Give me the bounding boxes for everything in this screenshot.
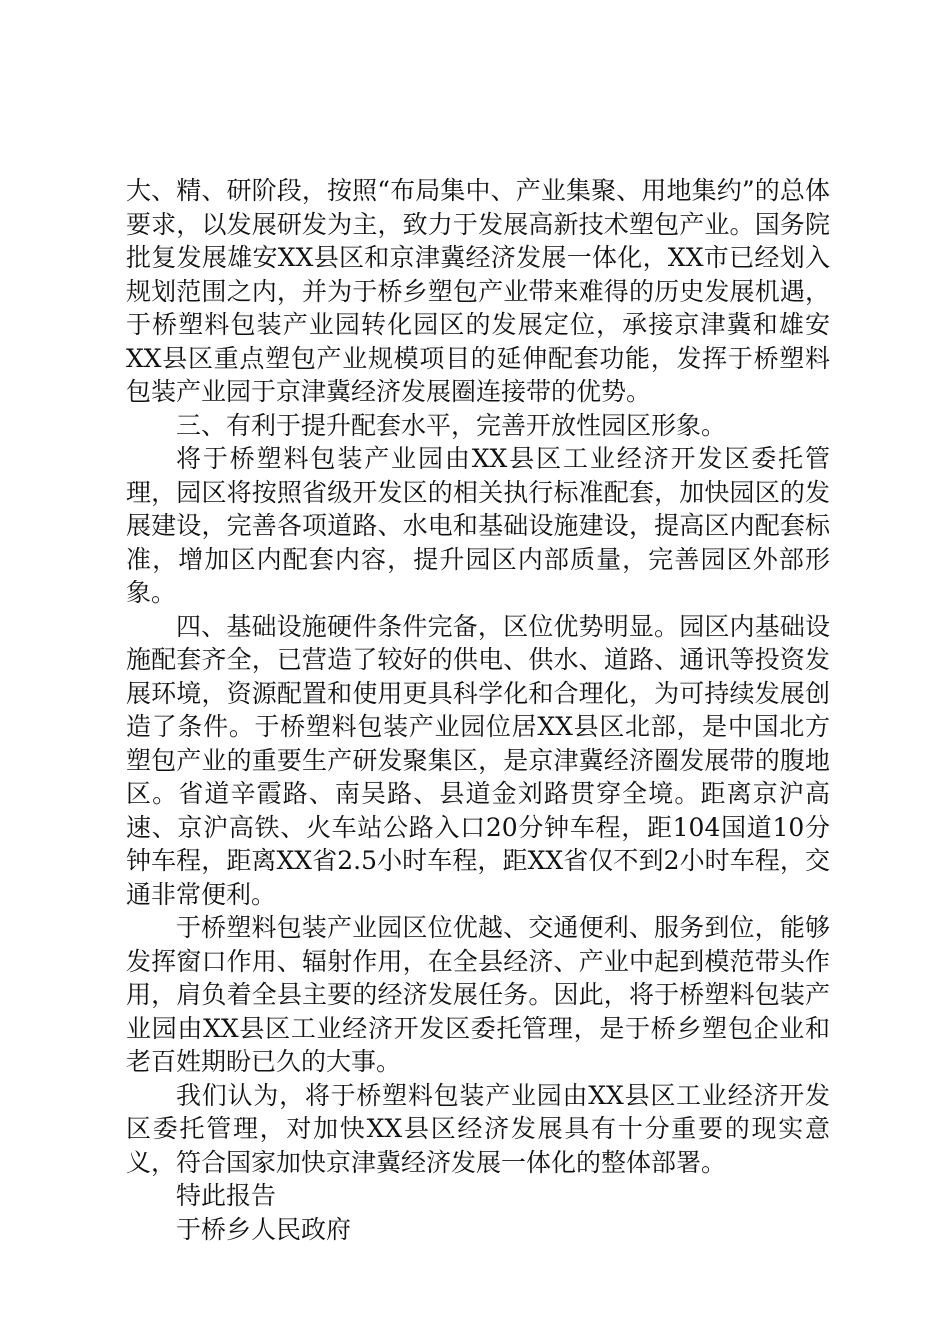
paragraph-heading-three: 三、有利于提升配套水平，完善开放性园区形象。: [176, 410, 727, 440]
paragraph-management: 将于桥塑料包装产业园由XX县区工业经济开发区委托管理，园区将按照省级开发区的相关执行标准配套，加快园区的发展建设，完善各项道路、水电和基础设施建设，提高区内配套标准，增加区内配套内容，提升园区内部质量，完善园区外部形象。: [126, 444, 830, 607]
paragraph-heading-four: 四、基础设施硬件条件完备，区位优势明显。园区内基础设施配套齐全，已营造了较好的供电、供水、道路、通讯等投资发展环境，资源配置和使用更具科学化和合理化，为可持续发展创造了条件。于桥塑料包装产业园位居XX县区北部，是中国北方塑包产业的重要生产研发聚集区，是京津冀经济圈发展带的腹地区。省道辛霞路、南吴路、县道金刘路贯穿全境。距离京沪高速、京沪高铁、火车站公路入口20分钟车程，距104国道10分钟车程，距离XX省2.5小时车程，距XX省仅不到2小时车程，交通非常便利。: [126, 611, 830, 909]
document-body: [126, 174, 830, 1246]
closing-phrase: 特此报告: [176, 1181, 277, 1210]
signature: 于桥乡人民政府: [176, 1214, 352, 1244]
paragraph-continuation: 大、精、研阶段，按照“布局集中、产业集聚、用地集约”的总体要求，以发展研发为主，致力于发展高新技术塑包产业。国务院批复发展雄安XX县区和京津冀经济发展一体化，XX市已经划入规划范围之内，并为于桥乡塑包产业带来难得的历史发展机遇，于桥塑料包装产业园转化园区的发展定位，承接京津冀和雄安XX县区重点塑包产业规模项目的延伸配套功能，发挥于桥塑料包装产业园于京津冀经济发展圈连接带的优势。: [126, 176, 830, 406]
paragraph-conclusion: 我们认为，将于桥塑料包装产业园由XX县区工业经济开发区委托管理，对加快XX县区经济发展具有十分重要的现实意义，符合国家加快京津冀经济发展一体化的整体部署。: [126, 1080, 830, 1177]
paragraph-location-advantage: 于桥塑料包装产业园区位优越、交通便利、服务到位，能够发挥窗口作用、辐射作用，在全县经济、产业中起到模范带头作用，肩负着全县主要的经济发展任务。因此，将于桥塑料包装产业园由XX县区工业经济开发区委托管理，是于桥乡塑包企业和老百姓期盼已久的大事。: [126, 913, 830, 1076]
